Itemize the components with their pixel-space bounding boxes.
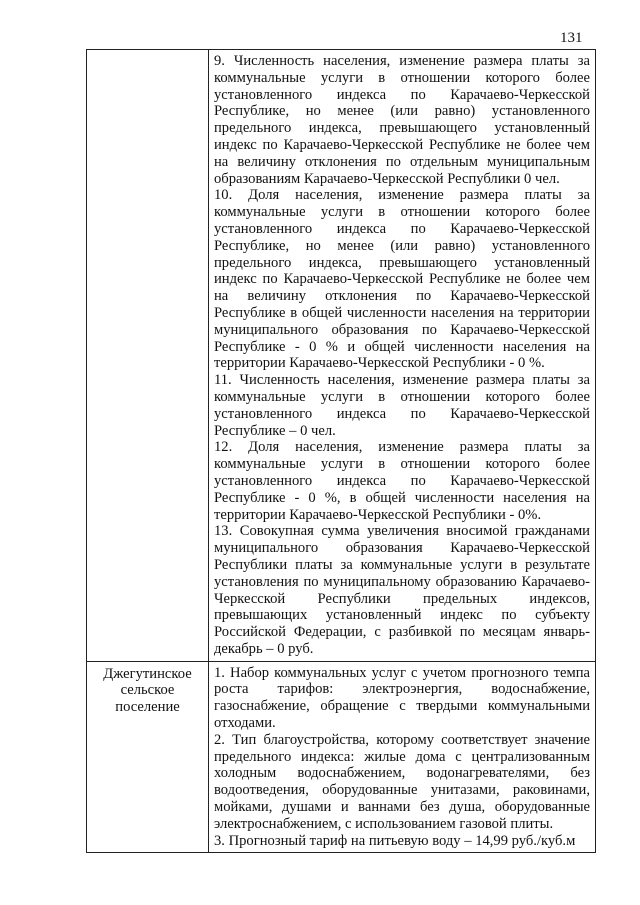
indicator-item: 13. Совокупная сумма увеличения вносимой гражданами муниципального образования Карачаево-Черкесской Республики платы за коммунальные услуги в результате установления по муниципальному образованию Карачаево-Черкесской Республики предельных индексов, превышающих установленный индекс по субъекту Российской Федерации, с разбивкой по месяцам январь-декабрь – 0 руб. [214,523,590,657]
indicator-item: 2. Тип благоустройства, которому соответствует значение предельного индекса: жилые дома с централизованным холодным водоснабжением, водонагревателями, без водоотведения, оборудованные унитазами, раковинами, мойками, душами и ваннами без душа, оборудованные электроснабжением, с использованием газовой плиты. [214,731,590,832]
page-number: 131 [560,30,583,46]
indicators-cell [209,50,596,662]
indicator-item: 10. Доля населения, изменение размера платы за коммунальные услуги в отношении которого более установленного индекса по Карачаево-Черкесской Республике, но менее (или равно) установленного предельного индекса, превышающего установленный индекс по Карачаево-Черкесской Республике не более чем на величину отклонения по Карачаево-Черкесской Республике в общей численности населения на территории муниципального образования по Карачаево-Черкесской Республике - 0 % и общей численности населения на территории Карачаево-Черкесской Республики - 0 %. [214,187,590,372]
municipality-cell: Джегутинское сельское поселение [87,661,209,853]
indicator-item: 3. Прогнозный тариф на питьевую воду – 14,99 руб./куб.м [214,832,576,849]
table-row [87,661,596,853]
indicator-item: 12. Доля населения, изменение размера платы за коммунальные услуги в отношении которого более установленного индекса по Карачаево-Черкесской Республике - 0 %, в общей численности населения на территории Карачаево-Черкесской Республики - 0%. [214,439,590,523]
table-row [87,50,596,662]
indicator-item: 9. Численность населения, изменение размера платы за коммунальные услуги в отношении которого более установленного индекса по Карачаево-Черкесской Республике, но менее (или равно) установленного предельного индекса, превышающего установленный индекс по Карачаево-Черкесской Республике не более чем на величину отклонения по отдельным муниципальным образованиям Карачаево-Черкесской Республики 0 чел. [214,53,590,187]
indicators-table [86,49,596,853]
indicator-item: 1. Набор коммунальных услуг с учетом прогнозного темпа роста тарифов: электроэнергия, водоснабжение, газоснабжение, обращение с твердыми коммунальными отходами. [214,664,590,732]
indicator-item: 11. Численность населения, изменение размера платы за коммунальные услуги в отношении которого более установленного индекса по Карачаево-Черкесской Республике – 0 чел. [214,372,590,439]
indicators-cell [209,661,596,853]
municipality-cell [87,50,209,662]
